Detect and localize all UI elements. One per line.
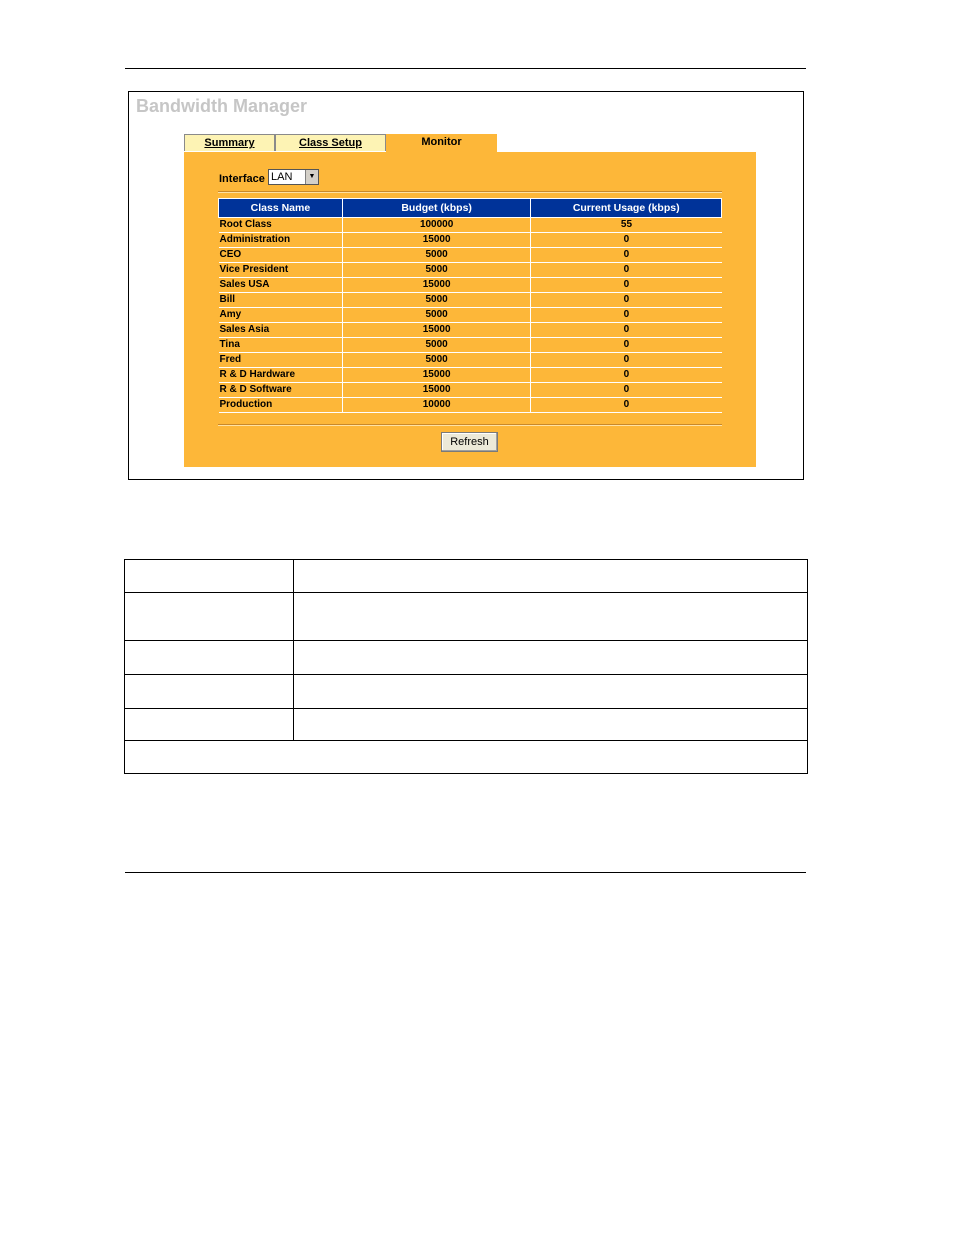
table-row [219, 293, 722, 308]
description-key-cell [125, 593, 294, 641]
class-name-cell: Sales Asia [219, 323, 343, 338]
table-row [219, 218, 722, 233]
usage-cell: 0 [531, 353, 722, 368]
table-row [125, 593, 808, 641]
separator [218, 424, 722, 426]
tab-summary[interactable] [184, 134, 275, 151]
class-name-cell: Root Class [219, 218, 343, 233]
table-row [219, 353, 722, 368]
class-name-cell: R & D Hardware [219, 368, 343, 383]
budget-cell: 10000 [342, 398, 531, 413]
tab-class-setup-label: Class Setup [299, 137, 362, 149]
monitor-table [218, 198, 722, 413]
description-footer-cell [125, 741, 808, 774]
budget-cell: 15000 [342, 323, 531, 338]
description-value-cell [294, 593, 808, 641]
budget-cell: 15000 [342, 368, 531, 383]
table-header-row [219, 199, 722, 218]
description-value-cell [294, 560, 808, 593]
class-name-cell: Fred [219, 353, 343, 368]
top-rule [125, 68, 806, 69]
table-row [219, 278, 722, 293]
usage-cell: 0 [531, 233, 722, 248]
table-row [125, 560, 808, 593]
usage-cell: 0 [531, 383, 722, 398]
table-row [125, 709, 808, 741]
usage-cell: 0 [531, 338, 722, 353]
table-row [125, 641, 808, 675]
table-row [125, 741, 808, 774]
interface-select[interactable] [268, 169, 319, 185]
interface-select-value: LAN [271, 171, 293, 183]
table-row [219, 368, 722, 383]
budget-cell: 5000 [342, 248, 531, 263]
table-row [219, 323, 722, 338]
usage-cell: 0 [531, 263, 722, 278]
class-name-cell: Administration [219, 233, 343, 248]
table-row [219, 383, 722, 398]
monitor-panel [184, 152, 756, 467]
description-key-cell [125, 709, 294, 741]
usage-cell: 0 [531, 323, 722, 338]
table-row [219, 308, 722, 323]
usage-cell: 0 [531, 398, 722, 413]
budget-cell: 5000 [342, 263, 531, 278]
column-header-current-usage: Current Usage (kbps) [531, 199, 722, 218]
tab-summary-label: Summary [204, 137, 255, 149]
description-key-cell [125, 560, 294, 593]
class-name-cell: R & D Software [219, 383, 343, 398]
class-name-cell: Vice President [219, 263, 343, 278]
class-name-cell: Bill [219, 293, 343, 308]
page-title: Bandwidth Manager [136, 96, 308, 116]
usage-cell: 0 [531, 368, 722, 383]
chevron-down-icon[interactable]: ▼ [305, 170, 318, 184]
screenshot-frame [128, 91, 804, 480]
column-header-budget: Budget (kbps) [342, 199, 531, 218]
table-row [219, 398, 722, 413]
separator [218, 191, 722, 193]
description-key-cell [125, 641, 294, 675]
usage-cell: 55 [531, 218, 722, 233]
tab-class-setup[interactable] [275, 134, 386, 151]
class-name-cell: Tina [219, 338, 343, 353]
budget-cell: 15000 [342, 383, 531, 398]
field-description-table [124, 559, 808, 774]
class-name-cell: Sales USA [219, 278, 343, 293]
budget-cell: 100000 [342, 218, 531, 233]
table-row [219, 338, 722, 353]
usage-cell: 0 [531, 278, 722, 293]
column-header-class-name: Class Name [219, 199, 343, 218]
usage-cell: 0 [531, 308, 722, 323]
budget-cell: 15000 [342, 233, 531, 248]
usage-cell: 0 [531, 293, 722, 308]
budget-cell: 5000 [342, 338, 531, 353]
description-value-cell [294, 641, 808, 675]
budget-cell: 5000 [342, 293, 531, 308]
table-row [219, 233, 722, 248]
budget-cell: 5000 [342, 353, 531, 368]
description-value-cell [294, 675, 808, 709]
budget-cell: 5000 [342, 308, 531, 323]
table-row [219, 248, 722, 263]
table-row [125, 675, 808, 709]
budget-cell: 15000 [342, 278, 531, 293]
tab-monitor[interactable] [386, 134, 497, 153]
table-row [219, 263, 722, 278]
tab-monitor-label: Monitor [421, 136, 462, 148]
class-name-cell: Amy [219, 308, 343, 323]
class-name-cell: CEO [219, 248, 343, 263]
class-name-cell: Production [219, 398, 343, 413]
description-key-cell [125, 675, 294, 709]
bottom-rule [125, 872, 806, 873]
description-value-cell [294, 709, 808, 741]
interface-label: Interface [219, 173, 265, 185]
refresh-button[interactable]: Refresh [441, 432, 498, 452]
usage-cell: 0 [531, 248, 722, 263]
